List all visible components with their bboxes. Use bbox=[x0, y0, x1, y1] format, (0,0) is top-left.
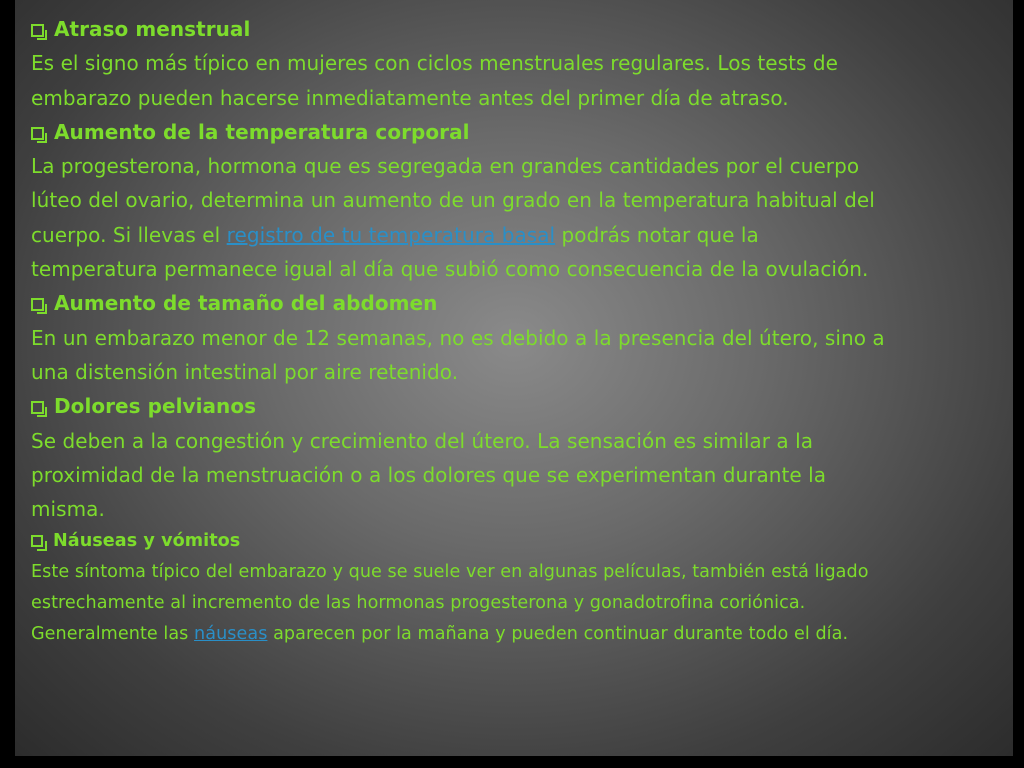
section-text-line: estrechamente al incremento de las hormonas progesterona y gonadotrofina coriónica. bbox=[31, 593, 806, 614]
section-text-line: embarazo pueden hacerse inmediatamente antes del primer día de atraso. bbox=[31, 85, 789, 110]
section-heading: Náuseas y vómitos bbox=[31, 526, 1001, 557]
section-text-line: Generalmente las náuseas aparecen por la mañana y pueden continuar durante todo el día. bbox=[31, 624, 849, 645]
section-nauseas bbox=[31, 526, 1001, 650]
section-text-line: cuerpo. Si llevas el registro de tu temperatura basal podrás notar que la bbox=[31, 222, 759, 247]
content-panel bbox=[15, 0, 1013, 756]
section-text-line: Se deben a la congestión y crecimiento del útero. La sensación es similar a la bbox=[31, 428, 814, 453]
checkbox-bullet-icon bbox=[31, 401, 44, 414]
nauseas-link[interactable]: náuseas bbox=[194, 624, 268, 645]
section-heading: Aumento de tamaño del abdomen bbox=[31, 286, 1001, 320]
section-atraso-menstrual bbox=[31, 12, 1001, 115]
section-heading: Atraso menstrual bbox=[31, 12, 1001, 46]
temperatura-basal-link[interactable]: registro de tu temperatura basal bbox=[226, 222, 556, 247]
section-abdomen bbox=[31, 286, 1001, 389]
section-heading: Aumento de la temperatura corporal bbox=[31, 115, 1001, 149]
checkbox-bullet-icon bbox=[31, 127, 44, 140]
checkbox-bullet-icon bbox=[31, 24, 44, 37]
section-text-line: misma. bbox=[31, 497, 105, 522]
section-text-line: La progesterona, hormona que es segregada en grandes cantidades por el cuerpo bbox=[31, 154, 860, 179]
section-temperatura bbox=[31, 115, 1001, 286]
section-dolores bbox=[31, 389, 1001, 526]
section-text-line: temperatura permanece igual al día que subió como consecuencia de la ovulación. bbox=[31, 257, 869, 282]
section-heading: Dolores pelvianos bbox=[31, 389, 1001, 423]
section-text-line: proximidad de la menstruación o a los dolores que se experimentan durante la bbox=[31, 462, 827, 487]
content bbox=[31, 12, 1001, 650]
section-text-line: En un embarazo menor de 12 semanas, no es debido a la presencia del útero, sino a bbox=[31, 325, 885, 350]
checkbox-bullet-icon bbox=[31, 298, 44, 311]
checkbox-bullet-icon bbox=[31, 535, 43, 547]
section-text-line: una distensión intestinal por aire retenido. bbox=[31, 359, 459, 384]
section-text-line: lúteo del ovario, determina un aumento de un grado en la temperatura habitual del bbox=[31, 188, 875, 213]
section-text-line: Es el signo más típico en mujeres con ciclos menstruales regulares. Los tests de bbox=[31, 51, 838, 76]
section-text-line: Este síntoma típico del embarazo y que se suele ver en algunas películas, también está ligado bbox=[31, 562, 869, 583]
